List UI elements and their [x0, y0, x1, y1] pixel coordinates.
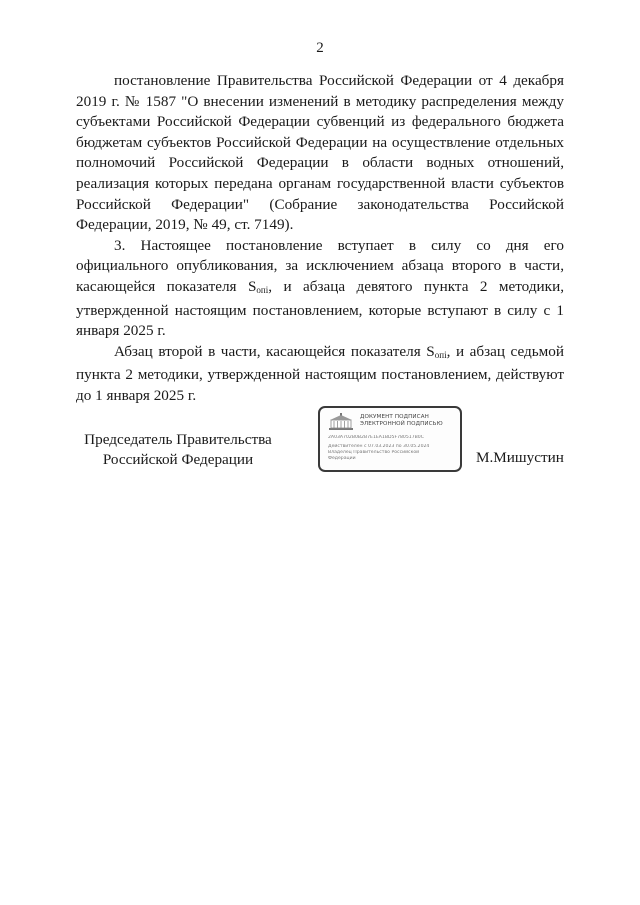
stamp-owner-line-2: Федерации: [328, 456, 356, 461]
signer-position-line-2: Российской Федерации: [102, 451, 254, 468]
stamp-heading-line-1: ДОКУМЕНТ ПОДПИСАН: [360, 414, 429, 420]
signer-position-line-1: Председатель Правительства: [84, 431, 272, 448]
stamp-validity-period: Действителен с 07.03.2023 по 30.05.2024: [328, 444, 430, 449]
electronic-signature-stamp: [318, 406, 462, 472]
stamp-owner-line-1: Владелец Правительство Российской: [328, 450, 420, 455]
indicator-subscript: опi: [434, 349, 447, 360]
stamp-heading: [360, 414, 460, 428]
signer-name: М.Мишустин: [476, 449, 564, 466]
paragraph-previous-resolution: постановление Правительства Российской Федерации от 4 декабря 2019 г. № 1587 "О внесении изменений в методику распределения между субъектами Российской Федерации субвенций из федерального бюджета бюджетам субъектов Российской Федерации на осуществление отдельных полномочий Российской Федерации в области водных отношений, реализация которых передана органам государственной власти субъектов Российской Федерации" (Собрание законодательства Российской Федерации, 2019, № 49, ст. 7149).: [76, 72, 564, 234]
paragraph-effective-date-text-start: 3. Настоящее постановление вступает в силу со дня его официального опубликования, за исключением абзаца второго в части, касающейся показателя S: [76, 236, 564, 295]
signature-block: [0, 406, 640, 496]
paragraph-effective-date: [76, 236, 564, 342]
paragraph-validity-period: [76, 342, 564, 407]
page-number: 2: [316, 40, 324, 56]
signer-position: [66, 430, 290, 470]
paragraph-effective-date-text-end: , и абзаца девятого пункта 2 методики, утвержденной настоящим постановлением, которые вступают в силу с 1 января 2025 г.: [76, 277, 564, 340]
government-building-icon: [328, 413, 354, 431]
stamp-heading-line-2: ЭЛЕКТРОННОЙ ПОДПИСЬЮ: [360, 421, 443, 427]
stamp-certificate-number: 2A03A702B0B2B7E1EA1BD5F780517B0C: [328, 435, 424, 440]
paragraph-validity-text-end: , и абзац седьмой пункта 2 методики, утвержденной настоящим постановлением, действуют до 1 января 2025 г.: [76, 342, 565, 404]
document-body: [76, 71, 564, 407]
indicator-subscript: опi: [256, 284, 269, 295]
paragraph-validity-text-start: Абзац второй в части, касающейся показателя S: [114, 342, 435, 360]
